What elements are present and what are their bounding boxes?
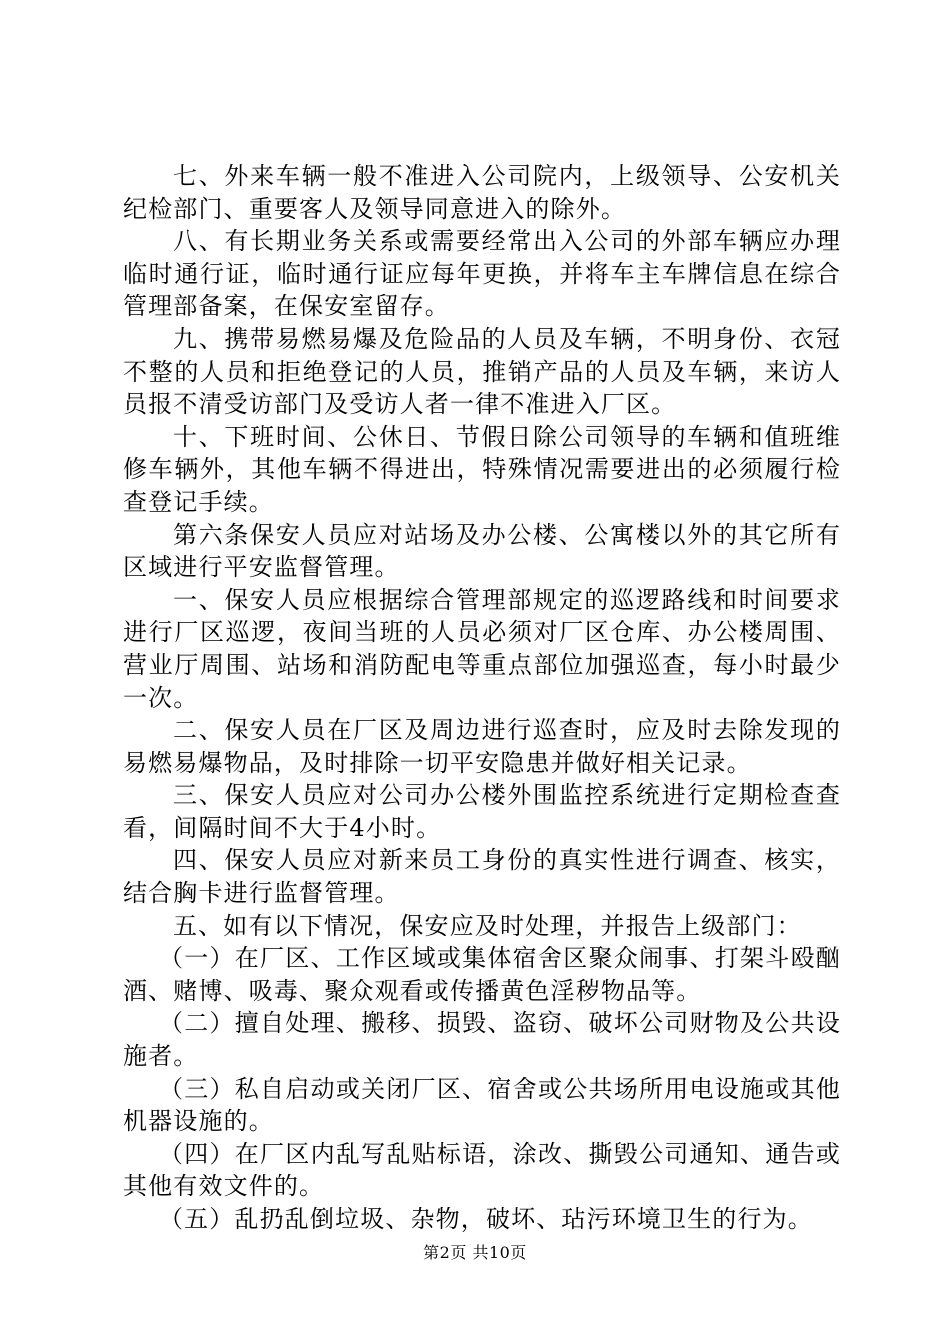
paragraph-4-identity-check: 四、保安人员应对新来员工身份的真实性进行调查、核实，结合胸卡进行监督管理。: [123, 846, 841, 908]
list-item-1-disturbance: （一）在厂区、工作区域或集体宿舍区聚众闹事、打架斗殴酗酒、赌博、吸毒、聚众观看或传播黄色淫秽物品等。: [123, 944, 841, 1005]
paragraph-2-hazard-removal: 二、保安人员在厂区及周边进行巡查时，应及时去除发现的易燃易爆物品，及时排除一切平安隐患并做好相关记录。: [123, 716, 841, 777]
paragraph-10-off-hours-vehicles: 十、下班时间、公休日、节假日除公司领导的车辆和值班维修车辆外，其他车辆不得进出，特殊情况需要进出的必须履行检查登记手续。: [123, 422, 841, 516]
list-item-4-notices: （四）在厂区内乱写乱贴标语，涂改、撕毁公司通知、通告或其他有效文件的。: [123, 1139, 841, 1201]
paragraph-9-prohibited-entry: 九、携带易燃易爆及危险品的人员及车辆，不明身份、衣冠不整的人员和拒绝登记的人员，推销产品的人员及车辆，来访人员报不清受访部门及受访人者一律不准进入厂区。: [123, 324, 841, 419]
article-6-heading: 第六条保安人员应对站场及办公楼、公寓楼以外的其它所有区域进行平安监督管理。: [123, 520, 841, 582]
paragraph-7-outside-vehicles: 七、外来车辆一般不准进入公司院内，上级领导、公安机关纪检部门、重要客人及领导同意进入的除外。: [123, 162, 841, 223]
list-item-2-property-damage: （二）擅自处理、搬移、损毁、盗窃、破坏公司财物及公共设施者。: [123, 1009, 841, 1071]
list-item-3-electrical-facilities: （三）私自启动或关闭厂区、宿舍或公共场所用电设施或其他机器设施的。: [123, 1074, 841, 1136]
paragraph-3-monitoring-check: 三、保安人员应对公司办公楼外围监控系统进行定期检查查看，间隔时间不大于4小时。: [123, 781, 841, 842]
document-body: [123, 160, 841, 1236]
paragraph-5-report-situations: 五、如有以下情况，保安应及时处理，并报告上级部门：: [173, 911, 802, 940]
page-number-footer: 第2页 共10页: [423, 1243, 527, 1262]
list-item-5-littering: （五）乱扔乱倒垃圾、杂物，破坏、玷污环境卫生的行为。: [159, 1205, 813, 1233]
paragraph-1-patrol: 一、保安人员应根据综合管理部规定的巡逻路线和时间要求进行厂区巡逻，夜间当班的人员必须对厂区仓库、办公楼周围、营业厅周围、站场和消防配电等重点部位加强巡查，每小时最少一次。: [123, 585, 841, 712]
paragraph-8-temporary-pass: 八、有长期业务关系或需要经常出入公司的外部车辆应办理临时通行证，临时通行证应每年更换，并将车主车牌信息在综合管理部备案，在保安室留存。: [123, 227, 841, 321]
